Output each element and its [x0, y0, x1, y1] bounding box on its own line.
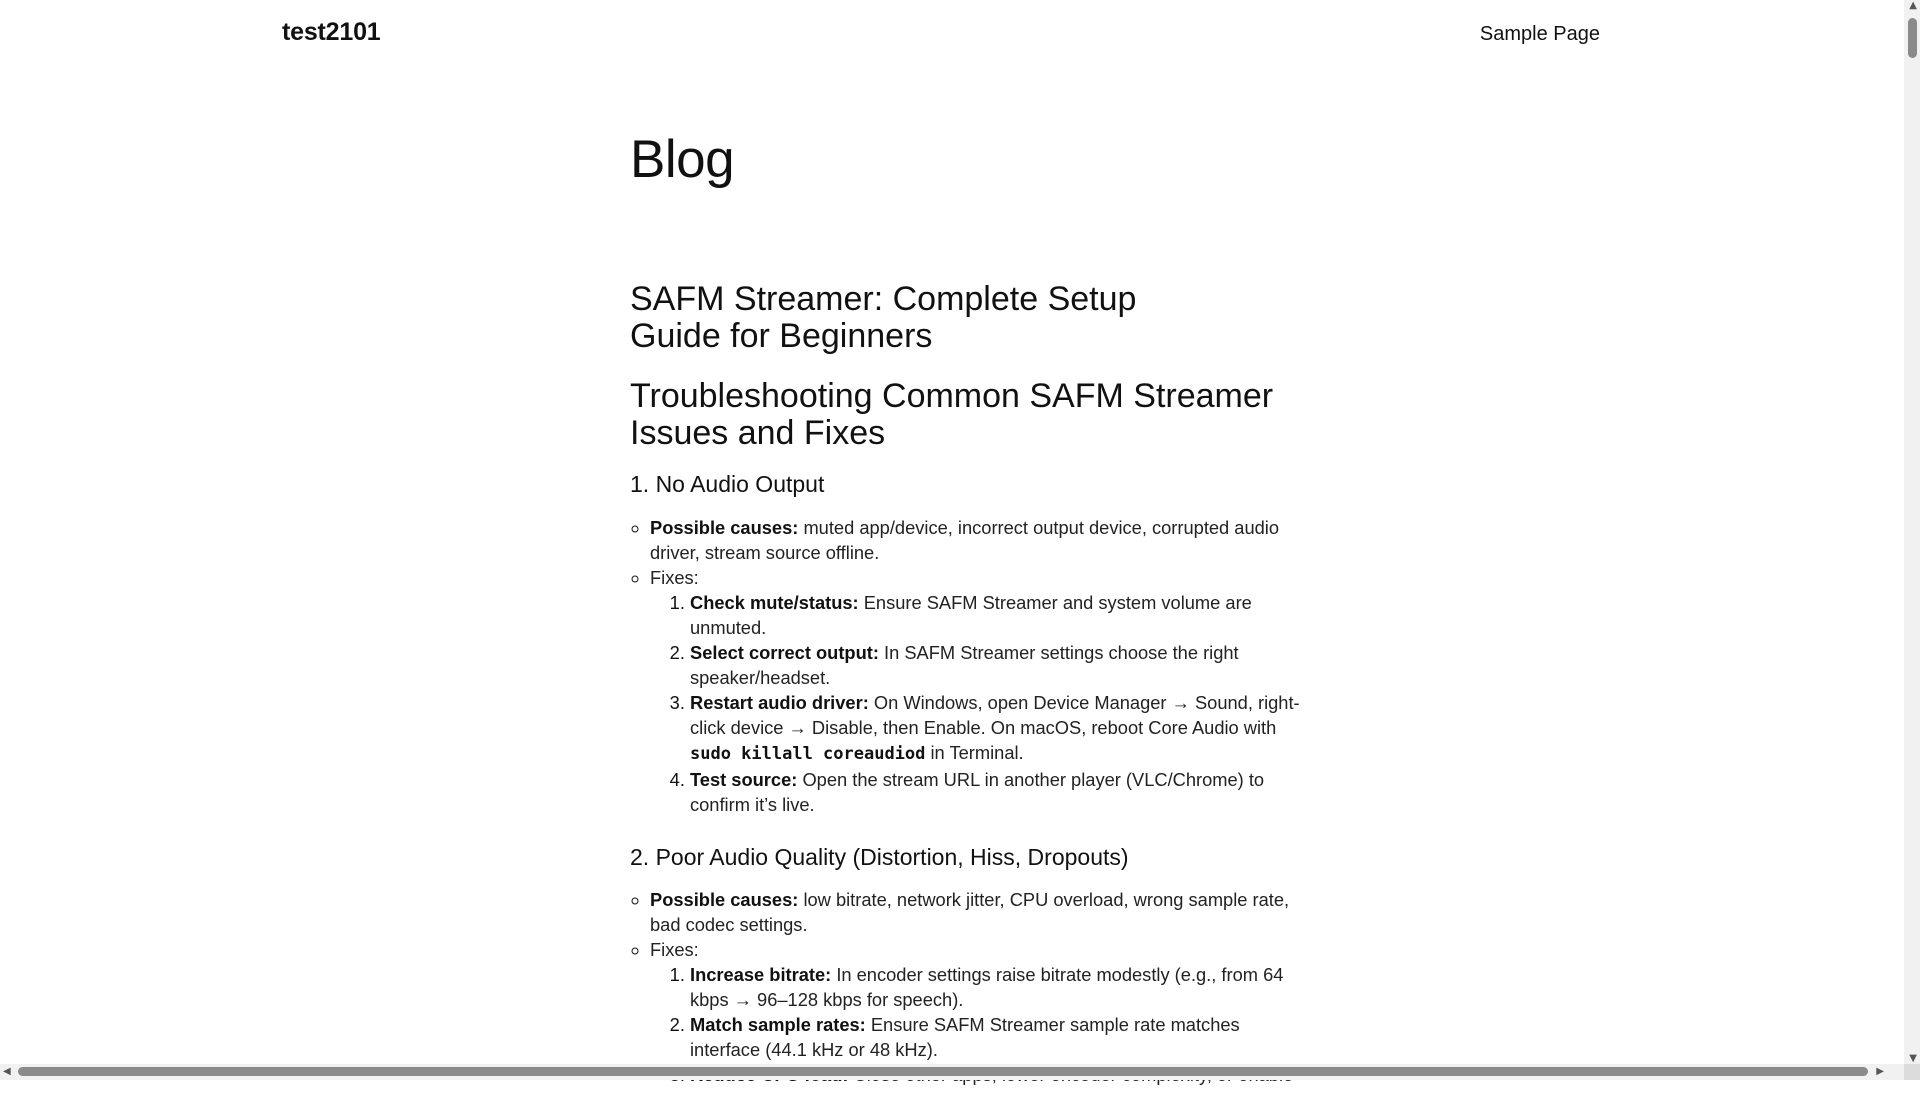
horizontal-scrollbar[interactable]	[0, 1064, 1904, 1080]
vertical-scrollbar[interactable]	[1904, 0, 1920, 1064]
fix-item	[690, 767, 1300, 817]
issue-heading-poor-quality: 2. Poor Audio Quality (Distortion, Hiss, Dropouts)	[630, 843, 1129, 870]
fixes-list	[650, 590, 1300, 817]
site-title-link[interactable]: test2101	[282, 18, 381, 46]
section-heading: Troubleshooting Common SAFM Streamer Issues and Fixes	[630, 377, 1274, 453]
scroll-down-arrow-icon[interactable]: ▼	[1909, 1053, 1917, 1064]
vertical-scroll-thumb[interactable]	[1908, 18, 1917, 58]
fix-label: Restart audio driver:	[690, 691, 869, 713]
fix-label: Test source:	[690, 768, 798, 790]
fix-text: Open the stream URL in another player (VLC/Chrome) to confirm it’s live.	[690, 768, 1265, 815]
fix-text: On Windows, open Device Manager → Sound, right-click device → Disable, then Enable. On macOS, reboot Core Audio with	[690, 691, 1300, 738]
causes-label: Possible causes:	[650, 889, 799, 911]
post-title-link[interactable]: SAFM Streamer: Complete Setup Guide for Beginners	[630, 279, 1137, 355]
fix-label: Increase bitrate:	[690, 964, 832, 986]
fix-label: Select correct output:	[690, 641, 879, 663]
fix-item	[690, 1012, 1300, 1062]
site-header	[0, 0, 1904, 72]
terminal-command: sudo killall coreaudiod	[690, 743, 926, 764]
causes-text: low bitrate, network jitter, CPU overload, wrong sample rate, bad codec settings.	[650, 889, 1290, 936]
page-title: Blog	[630, 130, 735, 189]
scroll-left-arrow-icon[interactable]: ◀	[3, 1066, 11, 1077]
fix-item	[690, 640, 1300, 690]
fix-label: Check mute/status:	[690, 591, 859, 613]
issue-2-list	[630, 887, 1300, 1087]
scroll-up-arrow-icon[interactable]: ▲	[1909, 0, 1917, 11]
main-content	[630, 130, 1300, 1113]
list-item	[650, 565, 1300, 817]
fix-text: in Terminal.	[925, 741, 1024, 763]
issue-heading-no-audio: 1. No Audio Output	[630, 470, 825, 497]
fix-item	[690, 690, 1300, 767]
fix-item	[690, 962, 1300, 1012]
scrollbar-corner	[1904, 1064, 1920, 1080]
scroll-right-arrow-icon[interactable]: ▶	[1876, 1066, 1884, 1077]
fix-item	[690, 590, 1300, 640]
nav-sample-page[interactable]: Sample Page	[1479, 23, 1600, 45]
fixes-label: Fixes:	[650, 939, 699, 961]
list-item	[650, 887, 1300, 937]
fixes-label: Fixes:	[650, 566, 699, 588]
fix-text: Ensure SAFM Streamer and system volume are unmuted.	[690, 591, 1252, 638]
fix-text: In encoder settings raise bitrate modestly (e.g., from 64 kbps → 96–128 kbps for speech).	[690, 964, 1284, 1011]
causes-label: Possible causes:	[650, 516, 799, 538]
issue-1-list	[630, 515, 1300, 817]
causes-text: muted app/device, incorrect output device, corrupted audio driver, stream source offline.	[650, 516, 1280, 563]
fix-label: Match sample rates:	[690, 1014, 866, 1036]
horizontal-scroll-thumb[interactable]	[18, 1067, 1868, 1076]
list-item	[650, 515, 1300, 565]
fix-text: Ensure SAFM Streamer sample rate matches interface (44.1 kHz or 48 kHz).	[690, 1014, 1240, 1061]
fix-text: In SAFM Streamer settings choose the right speaker/headset.	[690, 641, 1239, 688]
